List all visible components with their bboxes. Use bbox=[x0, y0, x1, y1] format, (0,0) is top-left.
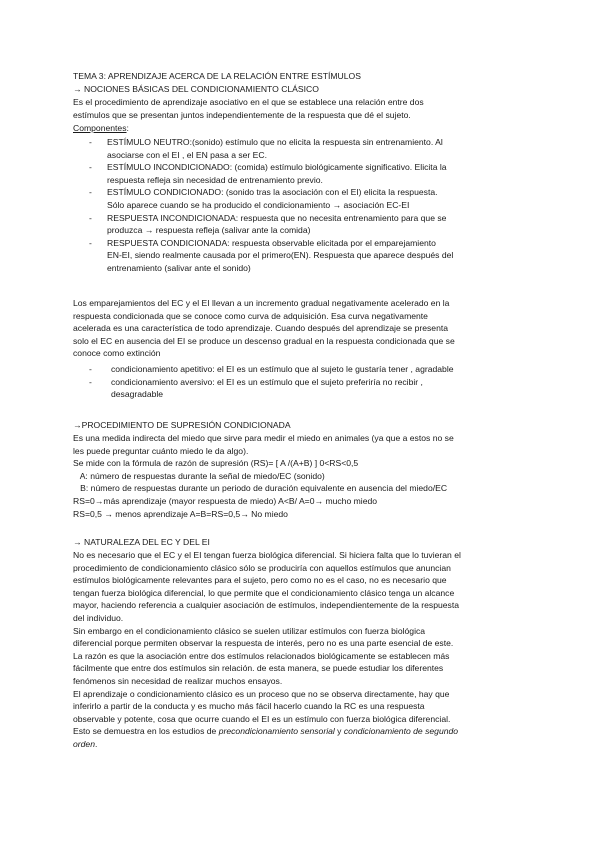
final-line: orden. bbox=[73, 738, 98, 749]
extinction-list bbox=[73, 363, 525, 401]
section-heading-nociones: → NOCIONES BÁSICAS DEL CONDICIONAMIENTO CLÁSICO bbox=[73, 84, 319, 94]
components-list bbox=[73, 136, 525, 275]
acquisition-paragraph: Los emparejamientos del EC y el EI llevan a un incremento gradual negativamente acelerado en la respuesta condicionada que se conoce como curva de adquisición. Esa curva negativamente acelerada es una característica de todo aprendizaje. Cuando después del aprendizaje se presenta solo el EC en ausencia del EI se produce un descenso gradual en la respuesta condicionada que se conoce como extinción bbox=[73, 298, 455, 359]
supresion-paragraph: Es una medida indirecta del miedo que sirve para medir el miedo en animales (ya que a estos no se les puede preguntar cuánto miedo le da algo). Se mide con la fórmula de razón de supresión (RS)= [ A /(A+B) ] 0<RS<0,5 A: número de respuestas durante la señal de miedo/EC (sonido) B: número de respuestas durante un periodo de duración equivalente en ausencia del miedo/EC RS=0→más aprendizaje (mayor respuesta de miedo) A<B/ A=0→ mucho miedo RS=0,5 → menos aprendizaje A=B=RS=0,5→ No miedo bbox=[73, 432, 525, 520]
formula-line: Se mide con la fórmula de razón de supresión (RS)= [ A /(A+B) ] 0<RS<0,5 bbox=[73, 458, 359, 469]
list-item: - RESPUESTA INCONDICIONADA: respuesta que no necesita entrenamiento para que se produzca → respuesta refleja (salivar ante la comida) bbox=[89, 212, 447, 236]
components-label: Componentes: bbox=[73, 123, 129, 133]
section-heading-naturaleza: → NATURALEZA DEL EC Y DEL EI bbox=[73, 537, 210, 547]
list-item: - ESTÍMULO CONDICIONADO: (sonido tras la asociación con el EI) elicita la respuesta. Sólo aparece cuando se ha producido el condicionamiento → asociación EC-EI bbox=[89, 187, 438, 210]
naturaleza-paragraph: No es necesario que el EC y el EI tengan fuerza biológica diferencial. Si hiciera falta que lo tuvieran el procedimiento de condicionamiento clásico sólo se produciría con aquellos estímulos que anuncian estímulos biológicamente relevantes para el sujeto, pero como no es el caso, no es necesario que tengan fuerza biológica diferencial, lo que permite que el condicionamiento clásico tenga un alcance mayor, haciendo referencia a cualquier asociación de estímulos, independientemente de la respuesta del individuo. Sin embargo en el condicionamiento clásico se suelen utilizar estímulos con fuerza biológica diferencial porque permiten observar la respuesta de interés, pero no es una parte esencial de este. La razón es que la asociación entre dos estímulos relacionados biológicamente se establecen más fácilmente que entre dos estímulos sin relación. de esta manera, se puede estudiar los diferentes fenómenos sin necesidad de realizar muchos ensayos. El aprendizaje o condicionamiento clásico es un proceso que no se observa directamente, hay que inferirlo a partir de la conducta y es mucho más fácil hacerlo cuando la RC es una respuesta observable y potente, cosa que ocurre cuando el EI es un estímulo con fuerza biológica diferencial. Esto se demuestra en los estudios de precondicionamiento sensorial y condicionamiento de segundo orden. bbox=[73, 549, 525, 751]
section-heading-supresion: →PROCEDIMIENTO DE SUPRESIÓN CONDICIONADA bbox=[73, 420, 291, 430]
list-item: - condicionamiento apetitivo: el EI es un estímulo que al sujeto le gustaría tener , agradable bbox=[89, 364, 454, 374]
studies-line: Esto se demuestra en los estudios de precondicionamiento sensorial y condicionamiento de segundo bbox=[73, 726, 459, 737]
title-text: TEMA 3: APRENDIZAJE ACERCA DE LA RELACIÓN ENTRE ESTÍMULOS bbox=[73, 71, 361, 81]
document-title bbox=[73, 70, 525, 83]
list-item: - ESTÍMULO NEUTRO:(sonido) estímulo que no elicita la respuesta sin entrenamiento. Al asociarse con el EI , el EN pasa a ser EC. bbox=[89, 137, 443, 160]
intro-paragraph: Es el procedimiento de aprendizaje asociativo en el que se establece una relación entre dos estímulos que se presentan juntos independientemente de la respuesta que dé el sujeto. bbox=[73, 97, 424, 120]
list-item: - RESPUESTA CONDICIONADA: respuesta observable elicitada por el emparejamiento EN-EI, siendo realmente causada por el primero(EN). Respuesta que aparece después del entrenamiento (salivar ante el sonido) bbox=[89, 237, 454, 273]
list-item: - condicionamiento aversivo: el EI es un estímulo que el sujeto preferiría no recibir , desagradable bbox=[89, 376, 423, 400]
list-item: - ESTÍMULO INCONDICIONADO: (comida) estímulo biológicamente significativo. Elicita la respuesta refleja sin necesidad de entrenamiento previo. bbox=[89, 162, 447, 185]
